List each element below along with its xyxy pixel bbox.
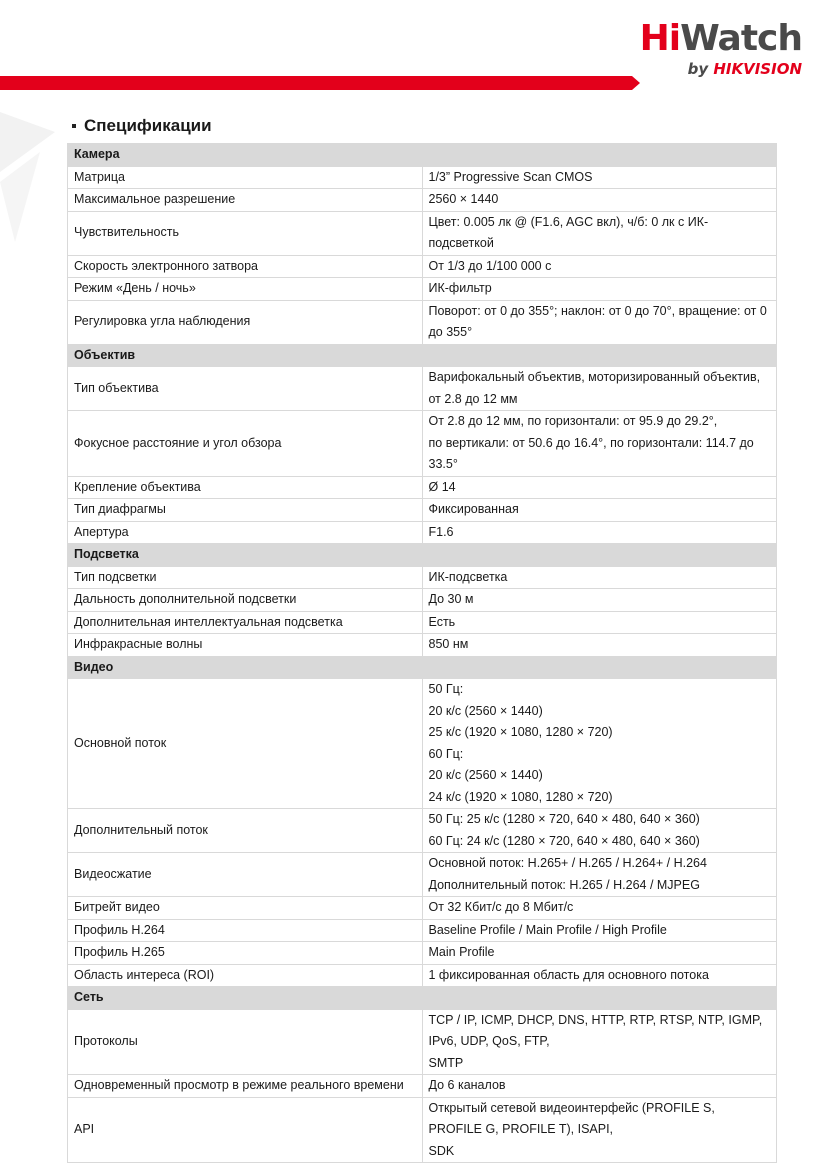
spec-table (67, 143, 777, 1163)
section-header (68, 987, 777, 1010)
spec-label: Тип подсветки (68, 566, 423, 589)
spec-label: Крепление объектива (68, 476, 423, 499)
spec-value (422, 211, 777, 255)
section-header (68, 544, 777, 567)
spec-row (68, 367, 777, 411)
spec-value-line: 60 Гц: 24 к/с (1280 × 720, 640 × 480, 640 × 360) (428, 833, 700, 848)
spec-value (422, 942, 777, 965)
spec-value-line: Ø 14 (428, 479, 456, 494)
spec-value-line: Открытый сетевой видеоинтерфейс (PROFILE S, PROFILE G, PROFILE T), ISAPI, (428, 1100, 715, 1136)
spec-value-line: Есть (428, 614, 456, 629)
hiwatch-logo (640, 20, 802, 78)
spec-row (68, 942, 777, 965)
spec-value-line: по вертикали: от 50.6 до 16.4°, по горизонтали: 114.7 до 33.5° (428, 435, 754, 471)
spec-value-line: ИК-фильтр (428, 281, 492, 295)
spec-value-line: 50 Гц: 25 к/с (1280 × 720, 640 × 480, 640 × 360) (428, 812, 700, 826)
spec-label: Видеосжатие (68, 853, 423, 897)
spec-value (422, 166, 777, 189)
spec-value (422, 964, 777, 987)
spec-value-line: SDK (428, 1143, 455, 1158)
spec-value-line: 20 к/с (2560 × 1440) (428, 703, 543, 718)
spec-row (68, 1075, 777, 1098)
section-title: Камера (68, 144, 777, 167)
page-title-text: Спецификации (84, 116, 212, 135)
spec-row (68, 476, 777, 499)
spec-row (68, 919, 777, 942)
spec-row (68, 809, 777, 853)
spec-row (68, 964, 777, 987)
spec-value (422, 589, 777, 612)
spec-value-line: Варифокальный объектив, моторизированный объектив, от 2.8 до 12 мм (428, 370, 761, 406)
spec-row (68, 521, 777, 544)
spec-value (422, 853, 777, 897)
spec-value (422, 300, 777, 344)
spec-row (68, 566, 777, 589)
spec-row (68, 189, 777, 212)
section-title: Сеть (68, 987, 777, 1010)
spec-value (422, 189, 777, 212)
spec-value (422, 679, 777, 809)
spec-label: Основной поток (68, 679, 423, 809)
spec-row (68, 300, 777, 344)
spec-value-line: От 2.8 до 12 мм, по горизонтали: от 95.9 до 29.2°, (428, 414, 718, 428)
spec-row (68, 1097, 777, 1163)
spec-row (68, 1009, 777, 1075)
spec-value-line: 20 к/с (2560 × 1440) (428, 768, 543, 782)
spec-value-line: Цвет: 0.005 лк @ (F1.6, AGC вкл), ч/б: 0 лк с ИК-подсветкой (428, 214, 709, 250)
spec-row (68, 211, 777, 255)
spec-value (422, 476, 777, 499)
spec-value-line: 25 к/с (1920 × 1080, 1280 × 720) (428, 725, 613, 739)
spec-value-line: 24 к/с (1920 × 1080, 1280 × 720) (428, 789, 613, 804)
spec-label: Дополнительный поток (68, 809, 423, 853)
spec-value-line: 60 Гц: (428, 746, 464, 761)
spec-label: Дальность дополнительной подсветки (68, 589, 423, 612)
spec-label: Матрица (68, 166, 423, 189)
spec-label: Одновременный просмотр в режиме реального времени (68, 1075, 423, 1098)
spec-row (68, 853, 777, 897)
spec-row (68, 679, 777, 809)
logo-hikvision: HIKVISION (713, 60, 802, 78)
spec-value (422, 411, 777, 477)
spec-value-line: Дополнительный поток: H.265 / H.264 / MJPEG (428, 877, 700, 892)
section-header (68, 144, 777, 167)
spec-value (422, 809, 777, 853)
spec-value-line: SMTP (428, 1055, 464, 1070)
logo-by: by (687, 60, 714, 78)
spec-value-line: Main Profile (428, 945, 495, 959)
spec-value (422, 278, 777, 301)
spec-value-line: ИК-подсветка (428, 569, 508, 584)
spec-label: Тип объектива (68, 367, 423, 411)
spec-label: Максимальное разрешение (68, 189, 423, 212)
spec-value-line: До 6 каналов (428, 1078, 506, 1092)
page-title (72, 116, 212, 136)
section-title: Видео (68, 656, 777, 679)
spec-value-line: До 30 м (428, 592, 474, 606)
spec-row (68, 589, 777, 612)
spec-value (422, 897, 777, 920)
spec-label: Тип диафрагмы (68, 499, 423, 522)
spec-value (422, 1075, 777, 1098)
header-red-bar (0, 76, 640, 90)
spec-label: Профиль H.264 (68, 919, 423, 942)
spec-row (68, 166, 777, 189)
spec-row (68, 255, 777, 278)
section-title: Подсветка (68, 544, 777, 567)
spec-row (68, 499, 777, 522)
spec-value-line: Поворот: от 0 до 355°; наклон: от 0 до 70°, вращение: от 0 до 355° (428, 303, 767, 339)
spec-row (68, 634, 777, 657)
spec-label: Битрейт видео (68, 897, 423, 920)
spec-label: Скорость электронного затвора (68, 255, 423, 278)
spec-label: Фокусное расстояние и угол обзора (68, 411, 423, 477)
watermark-logo (0, 92, 60, 252)
spec-label: Область интереса (ROI) (68, 964, 423, 987)
spec-label: Инфракрасные волны (68, 634, 423, 657)
spec-value (422, 1009, 777, 1075)
spec-row (68, 897, 777, 920)
section-header (68, 344, 777, 367)
spec-label: Регулировка угла наблюдения (68, 300, 423, 344)
spec-row (68, 411, 777, 477)
spec-value (422, 919, 777, 942)
bullet-icon (72, 124, 76, 128)
spec-value-line: 850 нм (428, 637, 469, 651)
logo-watch: Watch (680, 18, 802, 59)
section-header (68, 656, 777, 679)
spec-value-line: От 32 Кбит/с до 8 Мбит/с (428, 900, 574, 914)
spec-value-line: Baseline Profile / Main Profile / High Profile (428, 922, 667, 937)
spec-row (68, 611, 777, 634)
spec-value-line: 1/3” Progressive Scan CMOS (428, 169, 593, 184)
spec-value-line: 50 Гц: (428, 682, 464, 696)
spec-value (422, 367, 777, 411)
spec-label: Режим «День / ночь» (68, 278, 423, 301)
spec-value-line: От 1/3 до 1/100 000 с (428, 258, 552, 273)
spec-value (422, 255, 777, 278)
spec-value-line: Фиксированная (428, 502, 519, 516)
spec-value (422, 611, 777, 634)
spec-value (422, 634, 777, 657)
spec-label: Чувствительность (68, 211, 423, 255)
spec-label: Апертура (68, 521, 423, 544)
spec-label: Профиль H.265 (68, 942, 423, 965)
spec-value (422, 499, 777, 522)
spec-value (422, 566, 777, 589)
spec-label: Протоколы (68, 1009, 423, 1075)
spec-value-line: TCP / IP, ICMP, DHCP, DNS, HTTP, RTP, RTSP, NTP, IGMP, IPv6, UDP, QoS, FTP, (428, 1012, 763, 1048)
spec-value (422, 521, 777, 544)
logo-hi: Hi (639, 18, 681, 59)
section-title: Объектив (68, 344, 777, 367)
spec-value-line: F1.6 (428, 524, 454, 539)
spec-value (422, 1097, 777, 1163)
spec-value-line: Основной поток: H.265+ / H.265 / H.264+ / H.264 (428, 856, 707, 870)
spec-label: API (68, 1097, 423, 1163)
spec-value-line: 1 фиксированная область для основного потока (428, 967, 709, 982)
spec-row (68, 278, 777, 301)
spec-value-line: 2560 × 1440 (428, 192, 499, 206)
spec-label: Дополнительная интеллектуальная подсветка (68, 611, 423, 634)
